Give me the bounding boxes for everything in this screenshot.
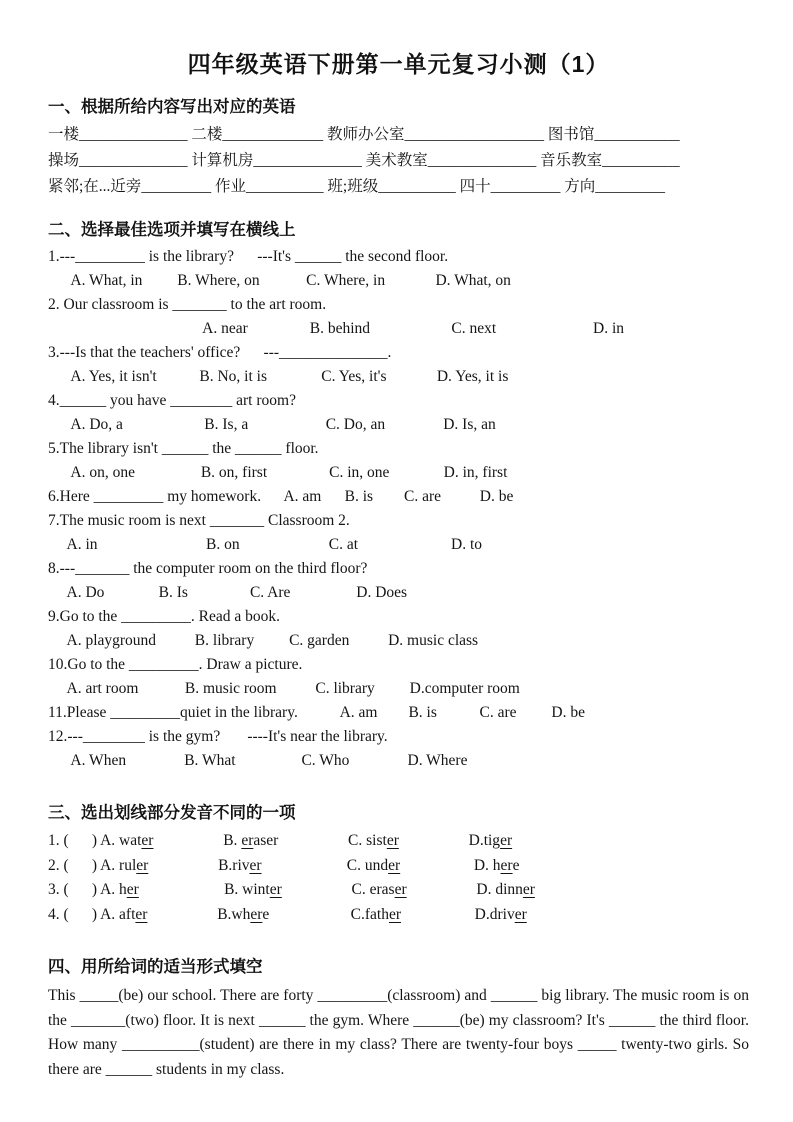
section-2-lines xyxy=(48,245,749,773)
text-line: A. Do, a B. Is, a C. Do, an D. Is, an xyxy=(48,416,496,433)
text-line: A. playground B. library C. garden D. music class xyxy=(48,632,479,649)
text-line: 9.Go to the _________. Read a book. xyxy=(48,608,281,625)
text-line: 10.Go to the _________. Draw a picture. xyxy=(48,656,303,673)
cloze-paragraph: This _____(be) our school. There are forty _________(classroom) and ______ big library. The music room is on the _______(two) floor. It is next ______ the gym. Where ______(be) my classroom? It's ______ the third floor. How many __________(student) are there in my class? There are twenty-four boys _____ twenty-two girls. So there are ______ students in my class. xyxy=(48,987,749,1078)
text-line: 4. ( ) A. after B.where C.father D.driver xyxy=(48,905,527,923)
text-line: 1. ( ) A. water B. eraser C. sister D.tiger xyxy=(48,832,513,849)
text-line: 操场______________ 计算机房______________ 美术教室______________ 音乐教室__________ xyxy=(48,152,680,169)
text-line: 2. ( ) A. ruler B.river C. under D. here xyxy=(48,856,520,874)
text-line: 6.Here _________ my homework. A. am B. is C. are D. be xyxy=(48,488,514,505)
text-line: 3.---Is that the teachers' office? ---______________. xyxy=(48,344,392,361)
text-line: 一楼______________ 二楼_____________ 教师办公室__________________ 图书馆___________ xyxy=(48,126,680,143)
text-line: A. in B. on C. at D. to xyxy=(48,536,483,553)
text-line: 2. Our classroom is _______ to the art room. xyxy=(48,296,327,313)
text-line: A. What, in B. Where, on C. Where, in D. What, on xyxy=(48,272,511,289)
text-line: A. Do B. Is C. Are D. Does xyxy=(48,584,408,601)
section-1-heading: 一、根据所给内容写出对应的英语 xyxy=(48,98,296,116)
text-line: A. Yes, it isn't B. No, it is C. Yes, it's D. Yes, it is xyxy=(48,368,509,385)
section-multiple-choice xyxy=(48,216,749,773)
text-line: 12.---________ is the gym? ----It's near the library. xyxy=(48,728,388,745)
text-line: 4.______ you have ________ art room? xyxy=(48,392,296,409)
section-3-heading: 三、选出划线部分发音不同的一项 xyxy=(48,804,296,822)
text-line: A. When B. What C. Who D. Where xyxy=(48,752,468,769)
section-1-lines xyxy=(48,122,749,200)
text-line: A. on, one B. on, first C. in, one D. in, first xyxy=(48,464,508,481)
text-line: 3. ( ) A. her B. winter C. eraser D. dinner xyxy=(48,881,535,898)
page-title: 四年级英语下册第一单元复习小测（1） xyxy=(187,51,610,77)
section-pronunciation xyxy=(48,799,749,927)
section-fill-in-blanks xyxy=(48,953,749,1082)
section-4-heading: 四、用所给词的适当形式填空 xyxy=(48,958,263,976)
text-line: A. art room B. music room C. library D.computer room xyxy=(48,680,520,697)
text-line: 1.---_________ is the library? ---It's ______ the second floor. xyxy=(48,248,449,265)
text-line: 7.The music room is next _______ Classroom 2. xyxy=(48,512,350,529)
text-line: 5.The library isn't ______ the ______ floor. xyxy=(48,440,319,457)
text-line: 8.---_______ the computer room on the third floor? xyxy=(48,560,368,577)
section-vocabulary xyxy=(48,93,749,200)
section-3-lines xyxy=(48,829,749,927)
text-line: 紧邻;在...近旁_________ 作业__________ 班;班级__________ 四十_________ 方向_________ xyxy=(48,178,665,195)
text-line: 11.Please _________quiet in the library. A. am B. is C. are D. be xyxy=(48,704,585,721)
text-line: A. near B. behind C. next D. in xyxy=(48,320,625,337)
section-2-heading: 二、选择最佳选项并填写在横线上 xyxy=(48,221,296,239)
